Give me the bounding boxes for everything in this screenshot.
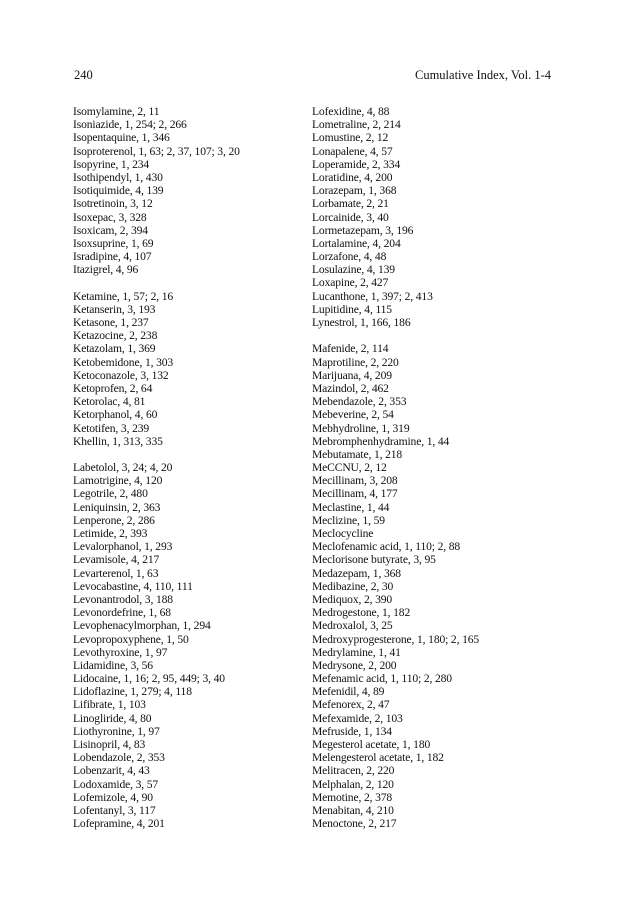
index-entry: Lidamidine, 3, 56 [73,658,153,672]
index-entry: Mebhydroline, 1, 319 [312,421,410,435]
index-entry: Ketobemidone, 1, 303 [73,355,174,369]
index-letter-group [73,290,308,448]
index-entry: Lometraline, 2, 214 [312,118,401,132]
page-number: 240 [74,68,93,82]
index-entry: Isopentaquine, 1, 346 [73,131,170,145]
index-entry: Medroxalol, 3, 25 [312,619,393,633]
index-entry: Isomylamine, 2, 11 [73,105,160,118]
index-entry: Mefenamic acid, 1, 110; 2, 280 [312,672,452,686]
index-entry: Lynestrol, 1, 166, 186 [312,316,411,329]
running-head: Cumulative Index, Vol. 1-4 [415,68,551,82]
index-entry: Isotretinoin, 3, 12 [73,197,153,211]
index-entry: Itazigrel, 4, 96 [73,263,139,277]
index-entry: Isothipendyl, 1, 430 [73,170,163,184]
index-entry: Lobendazole, 2, 353 [73,751,165,765]
index-entry: Lisinopril, 4, 83 [73,738,146,751]
index-entry: Medrysone, 2, 200 [312,658,397,672]
index-entry: Lidocaine, 1, 16; 2, 95, 449; 3, 40 [73,672,225,686]
index-entry: Ketamine, 1, 57; 2, 16 [73,289,174,303]
index-letter-group [73,105,308,276]
index-entry: Lofexidine, 4, 88 [312,105,390,118]
index-entry: Mefruside, 1, 134 [312,724,392,738]
index-entry: Isopyrine, 1, 234 [73,157,150,171]
index-entry: Menabitan, 4, 210 [312,803,394,817]
index-entry: Levocabastine, 4, 110, 111 [73,579,193,593]
index-letter-group [312,105,547,329]
index-entry: Meclorisone butyrate, 3, 95 [312,553,436,567]
index-entry: Letimide, 2, 393 [73,527,148,540]
index-entry: Lortalamine, 4, 204 [312,236,401,250]
index-letter-group [312,342,547,830]
index-entry: Ketotifen, 3, 239 [73,421,150,435]
index-entry: Ketoconazole, 3, 132 [73,368,169,382]
index-entry: Isoxicam, 2, 394 [73,223,148,237]
index-entry: Lucanthone, 1, 397; 2, 413 [312,289,433,303]
index-entry: Lormetazepam, 3, 196 [312,223,414,237]
index-entry: Marijuana, 4, 209 [312,368,392,382]
index-entry: Medroxyprogesterone, 1, 180; 2, 165 [312,632,480,646]
index-entry: Memotine, 2, 378 [312,790,393,804]
index-entry: Lobenzarit, 4, 43 [73,764,150,778]
index-entry: Leniquinsin, 2, 363 [73,500,161,514]
index-entry: Loperamide, 2, 334 [312,157,401,171]
index-entry: Levonordefrine, 1, 68 [73,606,171,620]
index-entry: Levothyroxine, 1, 97 [73,645,168,659]
index-entry: Liothyronine, 1, 97 [73,724,160,738]
index-entry: Mebeverine, 2, 54 [312,408,394,422]
index-entry: Mafenide, 2, 114 [312,342,389,356]
index-entry: Lorbamate, 2, 21 [312,197,389,211]
index-entry: Medazepam, 1, 368 [312,566,401,580]
index-entry: Mebromphenhydramine, 1, 44 [312,434,450,448]
index-entry: Ketoprofen, 2, 64 [73,381,153,395]
index-entry: MeCCNU, 2, 12 [312,461,387,475]
index-entry: Loratidine, 4, 200 [312,170,393,184]
index-entry: Lomustine, 2, 12 [312,131,389,145]
index-entry: Legotrile, 2, 480 [73,487,148,501]
index-entry: Meclocycline [312,527,374,540]
index-column-right [312,105,547,844]
index-entry: Mebendazole, 2, 353 [312,395,407,409]
index-entry: Levophenacylmorphan, 1, 294 [73,619,211,633]
index-entry: Ketorolac, 4, 81 [73,395,146,409]
index-entry: Levopropoxyphene, 1, 50 [73,632,189,646]
index-entry: Mecillinam, 3, 208 [312,474,398,488]
index-entry: Lidoflazine, 1, 279; 4, 118 [73,685,192,699]
index-entry: Levalorphanol, 1, 293 [73,540,173,554]
index-entry: Ketanserin, 3, 193 [73,302,156,316]
index-entry: Megesterol acetate, 1, 180 [312,738,431,751]
index-entry: Lonapalene, 4, 57 [312,144,393,158]
index-entry: Mecillinam, 4, 177 [312,487,398,501]
index-entry: Ketazolam, 1, 369 [73,342,156,356]
index-entry: Losulazine, 4, 139 [312,263,395,277]
index-entry: Melengesterol acetate, 1, 182 [312,751,444,765]
index-entry: Ketazocine, 2, 238 [73,329,158,343]
index-entry: Isradipine, 4, 107 [73,250,152,264]
index-entry: Melphalan, 2, 120 [312,777,394,791]
index-entry: Mediquox, 2, 390 [312,592,393,606]
index-entry: Loxapine, 2, 427 [312,276,389,290]
index-entry: Linogliride, 4, 80 [73,711,152,725]
index-entry: Khellin, 1, 313, 335 [73,434,163,448]
index-entry: Isoxsuprine, 1, 69 [73,236,154,250]
index-entry: Isoniazide, 1, 254; 2, 266 [73,118,187,132]
index-entry: Mefenorex, 2, 47 [312,698,390,712]
index-entry: Ketasone, 1, 237 [73,316,149,329]
index-entry: Meclofenamic acid, 1, 110; 2, 88 [312,540,461,554]
index-entry: Mazindol, 2, 462 [312,381,389,395]
index-entry: Lupitidine, 4, 115 [312,302,392,316]
index-entry: Medibazine, 2, 30 [312,579,394,593]
index-column-left [73,105,308,844]
index-entry: Isoproterenol, 1, 63; 2, 37, 107; 3, 20 [73,144,240,158]
index-entry: Menoctone, 2, 217 [312,817,397,831]
index-entry: Medrylamine, 1, 41 [312,645,401,659]
index-entry: Meclastine, 1, 44 [312,500,390,514]
index-entry: Maprotiline, 2, 220 [312,355,399,369]
index-entry: Mebutamate, 1, 218 [312,447,403,461]
index-entry: Lofemizole, 4, 90 [73,790,153,804]
index-entry: Lifibrate, 1, 103 [73,698,146,712]
index-entry: Ketorphanol, 4, 60 [73,408,158,422]
index-entry: Isoxepac, 3, 328 [73,210,147,224]
index-entry: Lodoxamide, 3, 57 [73,777,159,791]
index-entry: Lenperone, 2, 286 [73,513,155,527]
index-entry: Levamisole, 4, 217 [73,553,160,567]
index-entry: Lorazepam, 1, 368 [312,184,397,198]
index-entry: Levonantrodol, 3, 188 [73,592,173,606]
index-entry: Lofepramine, 4, 201 [73,817,165,831]
index-entry: Lamotrigine, 4, 120 [73,474,163,488]
index-entry: Levarterenol, 1, 63 [73,566,159,580]
index-entry: Lorzafone, 4, 48 [312,250,387,264]
index-entry: Labetolol, 3, 24; 4, 20 [73,461,173,475]
index-entry: Meclizine, 1, 59 [312,513,385,527]
index-entry: Isotiquimide, 4, 139 [73,184,164,198]
index-entry: Lofentanyl, 3, 117 [73,803,156,817]
index-entry: Mefexamide, 2, 103 [312,711,403,725]
index-entry: Lorcainide, 3, 40 [312,210,389,224]
index-entry: Melitracen, 2, 220 [312,764,395,778]
index-entry: Mefenidil, 4, 89 [312,685,385,699]
index-entry: Medrogestone, 1, 182 [312,606,411,620]
index-letter-group [73,461,308,830]
